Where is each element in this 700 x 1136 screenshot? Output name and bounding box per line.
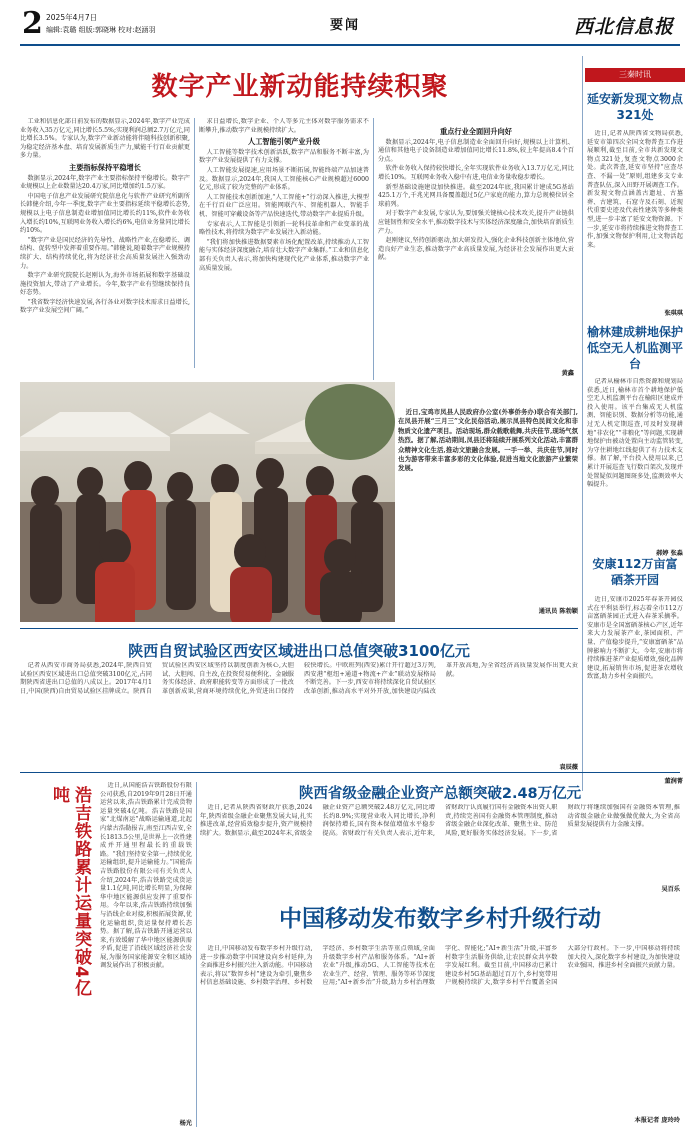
finance-headline: 陕西省级金融企业资产总额突破2.48万亿元 xyxy=(298,786,582,802)
lead-paragraph: 数据显示,2024年,电子信息制造业全面回升向好,规模以上计算机、通信和其他电子设备制造业增加值同比增长11.8%,较上年提高8.4个百分点。 xyxy=(378,138,574,163)
paper-name-logo: 西北信息报 xyxy=(574,16,675,38)
lead-paragraph: 专家表示,人工智能是引领新一轮科技革命和产业变革的战略性技术,将持续为数字产业发展注入新动能。 xyxy=(199,220,369,237)
lead-subhead-1: 主要指标保持平稳增长 xyxy=(69,162,141,172)
sidebar-body-2: 记者从榆林市自然资源和规划局获悉,近日,榆林市首个耕地保护低空无人机监测平台在榆阳区建成并投入使用。该平台集成无人机监测、智能识别、数据分析等功能,通过无人机定期巡查,可及时发现耕地“非农化”“非粮化”等问题,实现耕地保护由被动处置向主动监管转变,为守住耕地红线提供了有力技术支撑。据了解,平台投入使用以来,已累计开展巡查飞行数百架次,发现并处置疑似问题图斑多处,监测效率大幅提升。 xyxy=(587,378,683,489)
section-rule xyxy=(20,772,680,773)
column-divider xyxy=(194,118,195,368)
lead-byline: 黄鑫 xyxy=(561,370,574,377)
sidebar-headline-2: 榆林建成耕地保护低空无人机监测平台 xyxy=(587,325,684,371)
lead-column-3 xyxy=(378,118,574,373)
column-divider xyxy=(196,782,197,1127)
lead-paragraph: 软件业务收入保持较快增长,全年实现软件业务收入13.7万亿元,同比增长10%。互联网业务收入稳中有进,电信业务量收稳步增长。 xyxy=(378,165,574,181)
lead-paragraph: 赵刚建议,坚持创新驱动,加大研发投入,强化企业科技创新主体地位,营造良好产业生态,推动数字产业高质量发展,为经济社会发展作出更大贡献。 xyxy=(378,237,574,262)
lead-paragraph: 对于数字产业发展,专家认为,要加强关键核心技术攻关,提升产业链供应链韧性和安全水平,推动数字技术与实体经济深度融合,加快培育新质生产力。 xyxy=(378,210,574,235)
sidebar-headline-3: 安康112万亩富硒茶开园 xyxy=(592,557,678,587)
ftz-paragraph: 记者从西安市商务局获悉,2024年,陕西自贸试验区西安区域进出口总值突破3100亿元,占同期陕西省进出口总值的八成以上。2017年4月1日,中国(陕西)自由贸易试验区挂牌成立。陕西自贸试验区西安区域坚持以制度创新为核心,大胆试、大胆闯、自主改,在投资贸易便利化、金融服务实体经济、政府职能转变等方面形成了一批改革创新成果,营商环境持续优化,外贸进出口保持较快增长。中欧班列(西安)累计开行超过3万列,西安港“枢纽+通道+物流+产业”联动发展格局不断完善。下一步,西安市将持续深化自贸试验区改革创新,推动高水平对外开放,加快建设内陆改革开放高地,为全省经济高质量发展作出更大贡献。 xyxy=(20,662,578,695)
festival-crowd-image xyxy=(20,382,395,622)
ftz-body xyxy=(20,662,578,762)
sidebar xyxy=(585,56,695,791)
festival-photo xyxy=(20,382,395,622)
finance-body xyxy=(200,804,680,894)
lead-intro: 工业和信息化部日前发布的数据显示,2024年,数字产业完成业务收入35万亿元,同比增长5.5%;实现利润总额2.7万亿元,同比增长3.5%。专家认为,数字产业新动能将伴随科技创新积聚,为稳定经济基本盘、培育发展新质生产力,赋能千行百业贡献更多力量。 xyxy=(20,118,190,160)
lead-paragraph: 人工智能等数字技术创新活跃,数字产品和服务不断丰富,为数字产业发展提供了有力支撑。 xyxy=(199,148,369,165)
finance-byline: 吴百乐 xyxy=(661,886,680,893)
sidebar-tag xyxy=(585,68,685,82)
railway-body: 近日,从国能浩吉铁路股份有限公司获悉,自2019年9月28日开通运营以来,浩吉铁路累计完成货物运量突破4亿吨。浩吉铁路是国家“北煤南运”战略运输通道,北起内蒙古浩勒报吉,南至江西吉安,全长1813.5公里,是世界上一次性建成并开通里程最长的重载铁路。“我们坚持安全第一,持续优化运输组织,提升运输能力。”国能浩吉铁路股份有限公司有关负责人介绍,2024年,浩吉铁路完成货运量1.1亿吨,同比增长明显,为保障华中地区能源供应发挥了重要作用。今年以来,浩吉铁路持续加强与沿线企业对接,积极拓展货源,优化运输组织,货运量保持增长态势。据了解,浩吉铁路开通运营以来,有效缓解了华中地区能源供需矛盾,促进了沿线区域经济社会发展,为服务国家能源安全和区域协调发展作出了积极贡献。 xyxy=(100,782,192,970)
ftz-headline: 陕西自贸试验区西安区域进出口总值突破3100亿元 xyxy=(128,642,470,660)
lead-subhead-3: 重点行业全面回升向好 xyxy=(440,127,512,136)
sidebar-byline-2: 郝婷 张淼 xyxy=(656,550,683,557)
finance-paragraph: 近日,记者从陕西省财政厅获悉,2024年,陕西省级金融企业聚焦发展大局,扎实推进改革,经营质效稳步提升,资产规模持续扩大。数据显示,截至2024年末,省级金融企业资产总额突破2.48万亿元,同比增长约8.9%;实现营业收入同比增长,净利润保持增长,国有资本保值增值水平稳步提高。省财政厅有关负责人表示,近年来,省财政厅认真履行国有金融资本出资人职责,持续完善国有金融资本管理制度,推动省级金融企业深化改革、聚焦主业、防范风险,更好服务实体经济发展。下一步,省财政厅将继续加强国有金融资本管理,推动省级金融企业做强做优做大,为全省高质量发展提供有力金融支撑。 xyxy=(200,804,680,837)
sidebar-byline-1: 张琪琪 xyxy=(664,310,683,317)
page-number: 2 xyxy=(22,6,43,41)
sidebar-body-1: 近日,记者从陕西省文物局获悉,延安市第四次全国文物普查工作进展顺利,截至目前,全市共新发现文物点321处,复查文物点3000余处。此次普查,延安市坚持“应查尽查、不漏一处”原则,组建多支专业普查队伍,深入田野开展调查工作。新发现文物点涵盖古遗址、古墓葬、古建筑、石窟寺及石刻、近现代重要史迹及代表性建筑等多种类型,进一步丰富了延安文物资源。下一步,延安市将持续推进文物普查工作,加强文物保护利用,让文物活起来。 xyxy=(587,130,683,249)
issue-date: 2025年4月7日 xyxy=(46,13,98,22)
column-divider xyxy=(373,118,374,380)
sidebar-tag-label: 三秦时讯 xyxy=(619,70,651,79)
photo-caption-box xyxy=(398,408,578,624)
railway-article xyxy=(20,782,192,1127)
masthead-rule xyxy=(20,44,680,46)
mobile-byline: 本报记者 庞玲玲 xyxy=(634,1117,680,1124)
photo-caption: 近日,宝鸡市凤县人民政府办公室(外事侨务办)联合有关部门,在凤县开展“三月三”文化民俗活动,展示凤县特色民间文化和非物质文化遗产项目。活动现场,群众载歌载舞,共庆佳节,现场气氛热烈。据了解,活动期间,凤县还将陆续开展系列文化活动,丰富群众精神文化生活,推动文旅融合发展。一手一举、共庆佳节,同时也为游客带来丰富多彩的文化体验,促进当地文化旅游产业繁荣发展。 xyxy=(398,408,578,473)
ftz-byline: 袁辰薇 xyxy=(559,764,578,771)
lead-headline: 数字产业新动能持续积聚 xyxy=(151,72,449,102)
section-rule xyxy=(20,628,578,629)
editor-line: 编辑:袁璐 组版:郭晓琳 校对:赵涵羽 xyxy=(46,26,156,34)
mobile-headline: 中国移动发布数字乡村升级行动 xyxy=(279,906,601,932)
lead-column-2 xyxy=(199,118,369,380)
lead-paragraph: 求日益增长,数字企业、个人等多元主体对数字服务需求不断攀升,推动数字产业规模持续扩大。 xyxy=(199,118,369,134)
lead-paragraph: 人工智能技术创新加速,“人工智能+”行动深入推进,大模型在千行百业广泛应用。智能网联汽车、智能机器人、智能手机、智能可穿戴设备等产品快速迭代,带动数字产业提质升级。 xyxy=(199,193,369,218)
railway-headline: 浩吉铁路累计运量突破4亿吨 xyxy=(49,786,91,997)
lead-paragraph: 数据显示,2024年,数字产业主要指标保持平稳增长。数字产业规模以上企业数量达20.4万家,同比增加约1.5万家。 xyxy=(20,174,190,191)
lead-column-1 xyxy=(20,118,190,418)
railway-body-continued xyxy=(20,1014,192,1114)
sidebar-headline-1: 延安新发现文物点321处 xyxy=(587,92,684,122)
mobile-paragraph: 近日,中国移动发布数字乡村升级行动,进一步推动数字中国建设向乡村延伸,为全面推进乡村振兴注入新动能。中国移动表示,将以“数智乡村”建设为牵引,聚焦乡村信息基础设施、乡村数字治理、乡村数字经济、乡村数字生活等重点领域,全面升级数字乡村产品和服务体系。“AI+新农业”升级,推动5G、人工智能等技术在农业生产、经营、管理、服务等环节深度应用;“AI+新乡治”升级,助力乡村治理数字化、智能化;“AI+新生活”升级,丰富乡村数字生活服务供给,让农民群众共享数字发展红利。截至目前,中国移动已累计建设乡村5G基站超过百万个,乡村宽带用户规模持续扩大,数字乡村平台覆盖全国大部分行政村。下一步,中国移动将持续加大投入,深化数字乡村建设,为加快建设农业强国、推进乡村全面振兴贡献力量。 xyxy=(200,945,680,987)
lead-subhead-2: 人工智能引领产业升级 xyxy=(248,137,320,147)
lead-paragraph: “我们将加快推进数据要素市场化配置改革,持续推动人工智能与实体经济深度融合,培育壮大数字产业集群。”工业和信息化部有关负责人表示,将加快构建现代化产业体系,推动数字产业高质量发展。 xyxy=(199,238,369,272)
sidebar-divider xyxy=(582,56,583,791)
lead-paragraph: 中国电子信息产业发展研究院信息化与软件产业研究所副所长韩健介绍,今年一季度,数字产业主要指标延续平稳增长态势,规模以上电子信息制造业增加值同比增长约11%,软件业务收入增长约10%,互联网业务收入增长约6%,电信业务量同比增长约10%。 xyxy=(20,192,190,235)
mobile-body xyxy=(200,945,680,1113)
sidebar-byline-3: 董润菁 xyxy=(664,778,683,785)
lead-paragraph: “数字产业是国民经济的先导性、战略性产业,在稳增长、调结构、促转型中发挥着重要作用。”韩健说,随着数字产业规模持续扩大、结构持续优化,将为经济社会高质量发展注入强劲动力。 xyxy=(20,236,190,270)
masthead xyxy=(0,0,700,52)
lead-paragraph: 新型基础设施建设加快推进。截至2024年底,我国累计建成5G基站425.1万个,千兆光网具备覆盖超过5亿户家庭的能力,算力总规模位居全球前列。 xyxy=(378,183,574,208)
railway-byline: 杨光 xyxy=(179,1120,192,1127)
sidebar-body-3: 近日,安康市2025年春茶开园仪式在平利县举行,标志着全市112万亩富硒茶园正式进入春茶采摘季。安康市是全国富硒茶核心产区,近年来大力发展茶产业,茶园面积、产量、产值稳步提升,“安康富硒茶”品牌影响力不断扩大。今年,安康市将持续推进茶产业提质增效,强化品牌建设,拓展销售市场,促进茶农增收致富,助力乡村全面振兴。 xyxy=(587,596,683,681)
lead-paragraph: 人工智能发展提速,应用场景不断拓展,智能终端产品加速普及。数据显示,2024年,我国人工智能核心产业规模超过6000亿元,形成了较为完整的产业体系。 xyxy=(199,166,369,192)
section-title: 要闻 xyxy=(330,18,361,33)
lead-paragraph: 数字产业研究院院长赵刚认为,海外市场拓展和数字基础设施投资加大,带动了产业增长。今年,数字产业有望继续保持良好态势。 xyxy=(20,272,190,297)
photo-credit: 通讯员 陈勃颖 xyxy=(538,608,578,615)
lead-paragraph: “我省数字经济快速发展,各行各业对数字技术需求日益增长,数字产业发展空间广阔。” xyxy=(20,298,190,315)
